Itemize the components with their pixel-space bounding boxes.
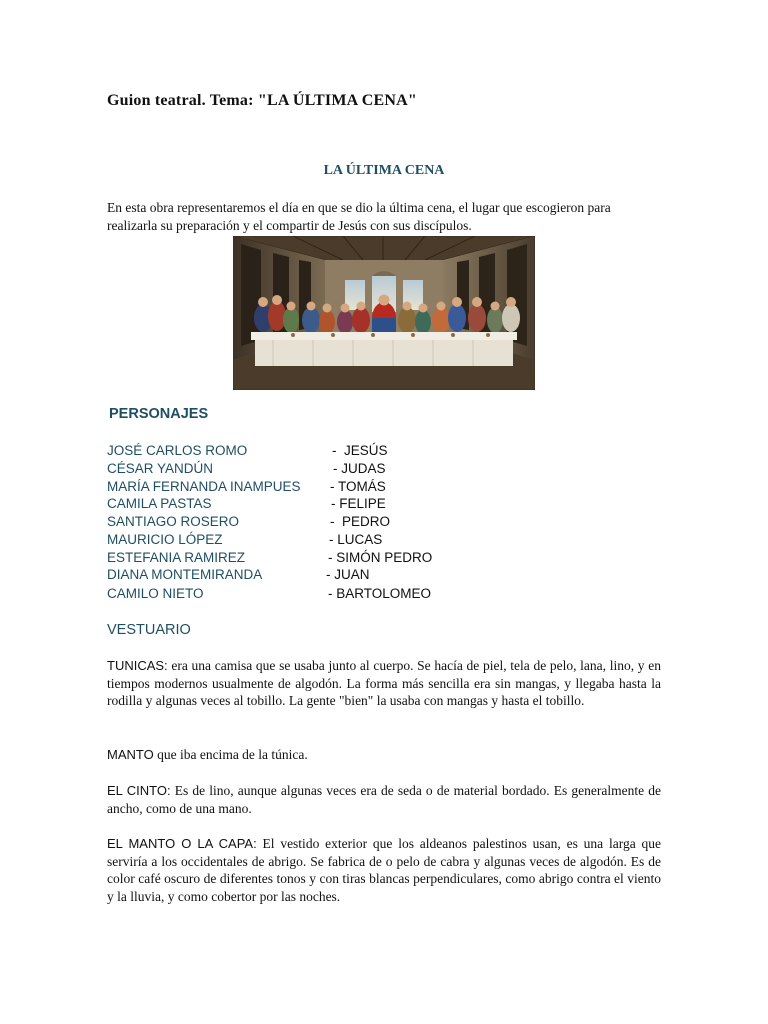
personajes-heading: PERSONAJES xyxy=(109,406,209,422)
cast-actor: CÉSAR YANDÚN xyxy=(107,461,214,476)
cast-role: - JESÚS xyxy=(332,443,388,458)
paragraph-term: MANTO xyxy=(107,747,154,762)
vestuario-heading: VESTUARIO xyxy=(107,622,191,638)
cast-row xyxy=(107,496,567,514)
document-title: Guion teatral. Tema: "LA ÚLTIMA CENA" xyxy=(107,92,417,109)
intro-paragraph: En esta obra representaremos el día en que se dio la última cena, el lugar que escogieron para realizarla su preparación y el compartir de Jesús con sus discípulos. xyxy=(107,200,611,233)
paragraph-text: Es de lino, aunque algunas veces era de seda o de material bordado. Es generalmente de ancho, como de una mano. xyxy=(107,783,661,816)
cast-actor: MAURICIO LÓPEZ xyxy=(107,532,223,547)
cast-actor: JOSÉ CARLOS ROMO xyxy=(107,443,248,458)
cast-actor: CAMILA PASTAS xyxy=(107,496,212,511)
section-heading: LA ÚLTIMA CENA xyxy=(323,163,445,178)
vestuario-paragraph xyxy=(107,782,661,817)
paragraph-text: era una camisa que se usaba junto al cuerpo. Se hacía de piel, tela de pelo, lana, lino, y en tiempos modernos usualmente de algodón. La forma más sencilla era sin mangas, y llegaba hasta la rodilla y algunas veces al tobillo. La gente "bien" la usaba con mangas y hasta el tobillo. xyxy=(107,658,661,708)
cast-role: - BARTOLOMEO xyxy=(328,586,432,601)
cast-row xyxy=(107,461,567,479)
cast-role: - JUAN xyxy=(326,567,370,582)
cast-role: - TOMÁS xyxy=(330,479,386,494)
cast-actor: DIANA MONTEMIRANDA xyxy=(107,567,263,582)
paragraph-text: El vestido exterior que los aldeanos palestinos usan, es una larga que serviría a los occidentales de abrigo. Se fabrica de o pelo de cabra y algunas veces de algodón. Es de color café oscuro de diferentes tonos y con tiras blancas perpendiculares, como abrigo contra el viento y la lluvia, y como cobertor por las noches. xyxy=(107,836,661,904)
cast-row xyxy=(107,550,567,568)
paragraph-term: EL MANTO O LA CAPA: xyxy=(107,836,257,851)
vestuario-paragraph xyxy=(107,657,661,710)
cast-role: - JUDAS xyxy=(333,461,386,476)
cast-actor: SANTIAGO ROSERO xyxy=(107,514,240,529)
cast-role: - SIMÓN PEDRO xyxy=(328,550,433,565)
cast-row xyxy=(107,567,567,585)
cast-actor: ESTEFANIA RAMIREZ xyxy=(107,550,246,565)
paragraph-text: que iba encima de la túnica. xyxy=(153,747,308,762)
cast-actor: CAMILO NIETO xyxy=(107,586,204,601)
cast-role: - FELIPE xyxy=(331,496,386,511)
paragraph-term: TUNICAS: xyxy=(107,658,168,673)
cast-row xyxy=(107,479,567,497)
cast-row xyxy=(107,443,567,461)
painting-illustration xyxy=(233,236,535,390)
cast-actor: MARÍA FERNANDA INAMPUES xyxy=(107,479,301,494)
vestuario-paragraph xyxy=(107,746,661,764)
last-supper-painting xyxy=(233,236,535,390)
vestuario-paragraph xyxy=(107,835,661,905)
cast-role: - LUCAS xyxy=(329,532,383,547)
cast-row xyxy=(107,514,567,532)
paragraph-term: EL CINTO: xyxy=(107,783,171,798)
cast-row xyxy=(107,532,567,550)
cast-row xyxy=(107,586,567,604)
cast-role: - PEDRO xyxy=(330,514,391,529)
